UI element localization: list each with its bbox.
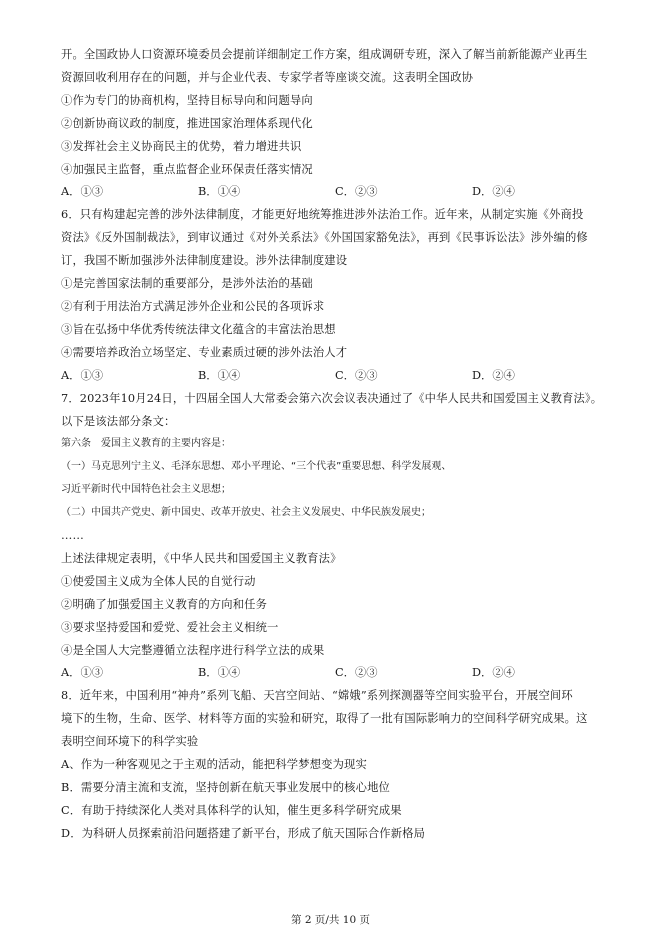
question-7 xyxy=(61,388,609,686)
q7-item-1: ①使爱国主义成为全体人民的自觉行动 xyxy=(61,574,256,588)
q7-law-article: 第六条 爱国主义教育的主要内容是： xyxy=(61,438,231,450)
q8-stem-line: 8．近年来，中国利用“神舟”系列飞船、天宫空间站、“嫦娥”系列探测器等空间实验平台，开展空间环 xyxy=(61,689,573,703)
q8-choice-a[interactable]: A、作为一种客观见之于主观的活动，能把科学梦想变为现实 xyxy=(61,758,367,772)
q5-stem-line: 资源回收利用存在的问题，并与企业代表、专家学者等座谈交流。这表明全国政协 xyxy=(61,70,474,84)
q7-law-ellipsis: …… xyxy=(61,529,84,543)
q8-choice-d[interactable]: D．为科研人员探索前沿问题搭建了新平台，形成了航天国际合作新格局 xyxy=(61,826,426,840)
q5-item-3: ③发挥社会主义协商民主的优势，着力增进共识 xyxy=(61,139,302,153)
q5-options xyxy=(61,181,609,204)
q8-stem-line: 境下的生物，生命、医学、材料等方面的实验和研究，取得了一批有国际影响力的空间科学研究成果。这 xyxy=(61,712,588,726)
q7-law-clause-1: （一）马克思列宁主义、毛泽东思想、邓小平理论、“三个代表”重要思想、科学发展观、 xyxy=(61,461,452,473)
q5-item-2: ②创新协商议政的制度，推进国家治理体系现代化 xyxy=(61,116,313,130)
q6-options xyxy=(61,365,609,388)
question-6 xyxy=(61,204,609,387)
q7-stem-line: 以下是该法部分条文： xyxy=(61,414,176,428)
q5-item-1: ①作为专门的协商机构，坚持目标导向和问题导向 xyxy=(61,93,313,107)
q6-item-2: ②有利于用法治方式满足涉外企业和公民的各项诉求 xyxy=(61,299,325,313)
q7-options xyxy=(61,662,609,685)
q5-option-b[interactable]: B．①④ xyxy=(198,185,241,199)
q6-option-c[interactable]: C．②③ xyxy=(335,368,378,382)
q5-option-a[interactable]: A．①③ xyxy=(61,185,104,199)
q8-choice-b[interactable]: B．需要分清主流和支流，坚持创新在航天事业发展中的核心地位 xyxy=(61,781,390,794)
q5-item-4: ④加强民主监督，重点监督企业环保责任落实情况 xyxy=(61,162,313,176)
q6-option-a[interactable]: A．①③ xyxy=(61,368,104,382)
q6-stem-line: 订，我国不断加强涉外法律制度建设。涉外法律制度建设 xyxy=(61,254,348,268)
q6-stem-line: 资法》《反外国制裁法》，到审议通过《对外关系法》《外国国家豁免法》，再到《民事诉讼法》涉外编的修 xyxy=(61,231,588,245)
q8-stem-line: 表明空间环境下的科学实验 xyxy=(61,735,199,749)
q5-option-c[interactable]: C．②③ xyxy=(335,185,378,199)
q6-item-3: ③旨在弘扬中华优秀传统法律文化蕴含的丰富法治思想 xyxy=(61,322,336,336)
q6-item-4: ④需要培养政治立场坚定、专业素质过硬的涉外法治人才 xyxy=(61,345,348,359)
question-5 xyxy=(61,44,609,204)
q8-choice-c[interactable]: C．有助于持续深化人类对具体科学的认知，催生更多科学研究成果 xyxy=(61,803,402,817)
q7-after-law: 上述法律规定表明，《中华人民共和国爱国主义教育法》 xyxy=(61,551,342,565)
q7-option-b[interactable]: B．①④ xyxy=(198,666,241,680)
q5-stem-line: 开。全国政协人口资源环境委员会提前详细制定工作方案，组成调研专班，深入了解当前新能源产业再生 xyxy=(61,48,588,61)
q6-option-d[interactable]: D．②④ xyxy=(472,368,515,382)
q7-item-3: ③要求坚持爱国和爱党、爱社会主义相统一 xyxy=(61,620,279,634)
q7-item-4: ④是全国人大完整遵循立法程序进行科学立法的成果 xyxy=(61,643,325,657)
q7-law-clause-1-cont: 习近平新时代中国特色社会主义思想； xyxy=(61,484,231,496)
q5-option-d[interactable]: D．②④ xyxy=(472,185,515,199)
q7-law-clause-2: （二）中国共产党史、新中国史、改革开放史、社会主义发展史、中华民族发展史； xyxy=(61,507,431,519)
question-8 xyxy=(61,685,609,845)
q7-option-d[interactable]: D．②④ xyxy=(472,666,515,680)
q6-option-b[interactable]: B．①④ xyxy=(198,368,241,382)
q7-option-c[interactable]: C．②③ xyxy=(335,666,378,680)
q6-item-1: ①是完善国家法制的重要部分，是涉外法治的基础 xyxy=(61,277,313,291)
q7-option-a[interactable]: A．①③ xyxy=(61,666,104,680)
q7-item-2: ②明确了加强爱国主义教育的方向和任务 xyxy=(61,597,268,611)
exam-page xyxy=(61,44,609,846)
page-footer: 第 2 页/共 10 页 xyxy=(291,914,370,926)
q6-stem-line: 6．只有构建起完善的涉外法律制度，才能更好地统筹推进涉外法治工作。近年来，从制定实施《外商投 xyxy=(61,208,584,222)
q7-stem-line: 7．2023年10月24日，十四届全国人大常委会第六次会议表决通过了《中华人民共和国爱国主义教育法》。 xyxy=(61,391,603,405)
